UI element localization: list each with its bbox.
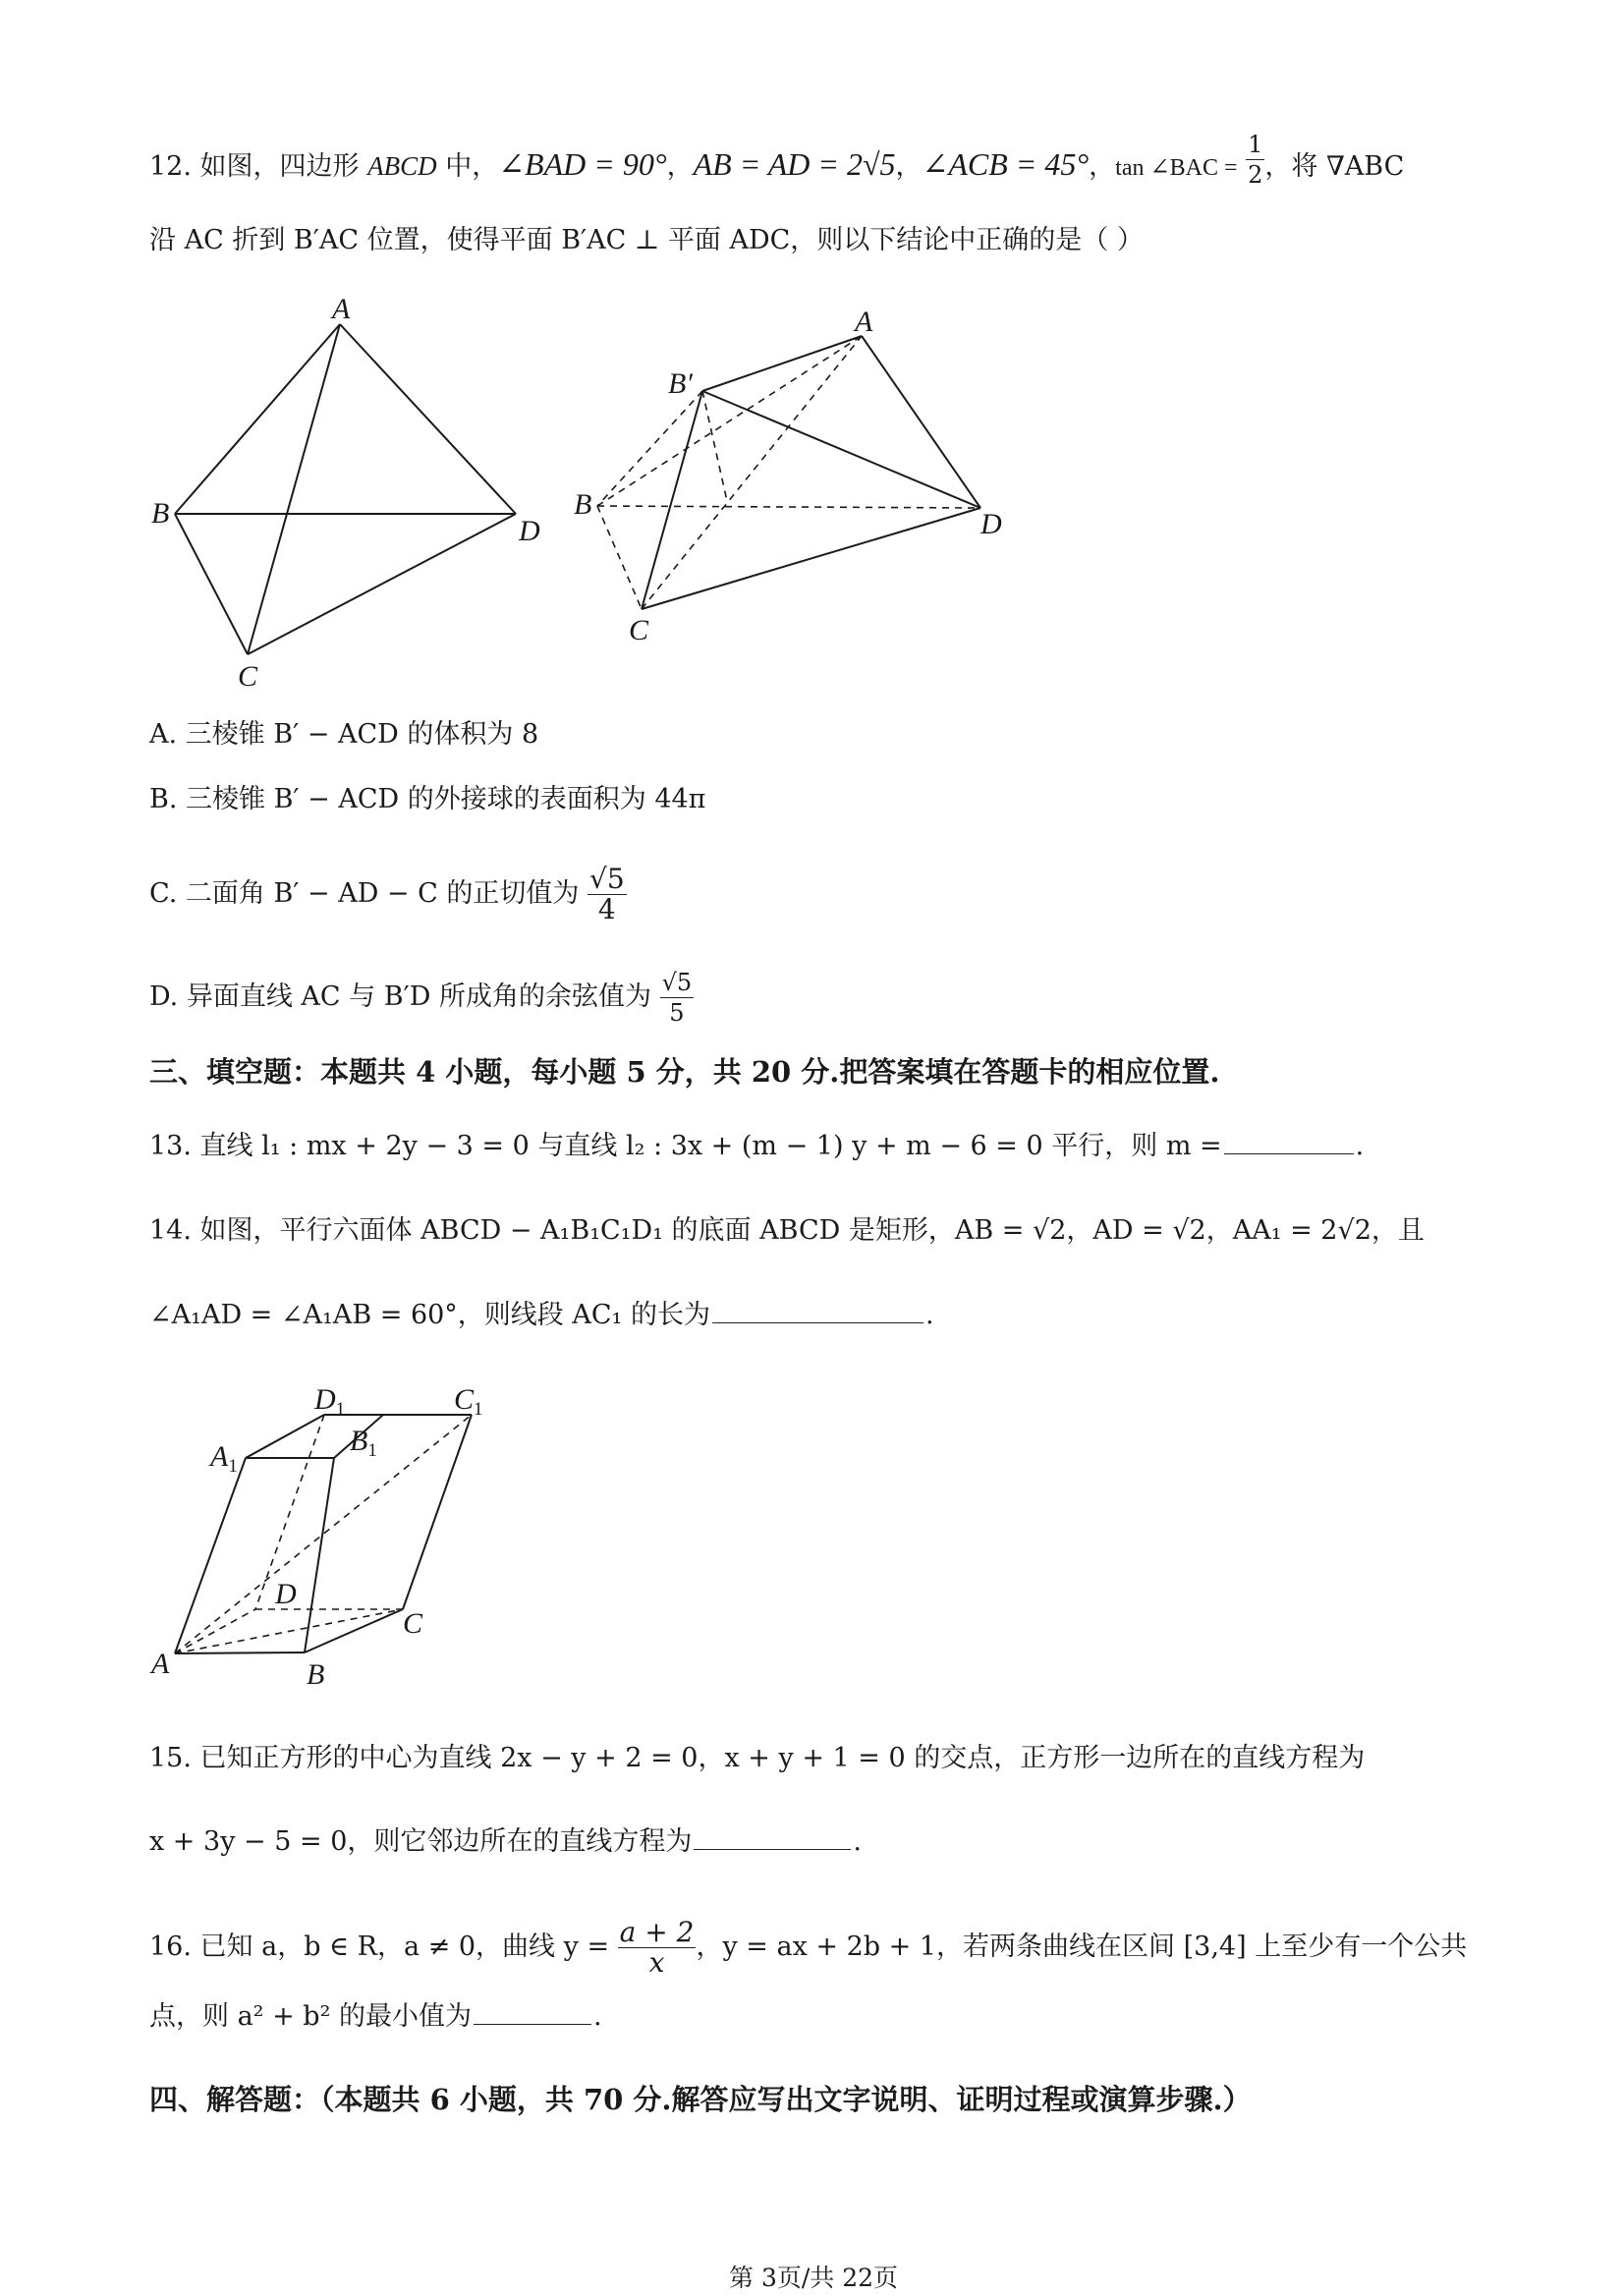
fig1-label-a: A <box>332 293 351 325</box>
q13-text: 13. 直线 l₁ : mx + 2y − 3 = 0 与直线 l₂ : 3x + (m − 1) y + m − 6 = 0 平行，则 m = <box>149 1131 1222 1161</box>
q12-option-d-text: D. 异面直线 AC 与 B′D 所成角的余弦值为 <box>149 981 651 1012</box>
fig2-label-b: B <box>574 488 592 521</box>
q16-line2-text: 点，则 a² + b² 的最小值为 <box>149 2001 472 2032</box>
q16-line2 <box>149 2000 602 2034</box>
fig1-label-b: B <box>151 497 170 530</box>
q16-end: . <box>592 2001 602 2032</box>
fig3-label-d1: $D_1$ <box>314 1383 346 1420</box>
q12-line2: 沿 AC 折到 B′AC 位置，使得平面 B′AC ⊥ 平面 ADC，则以下结论中正确的是（ ） <box>149 225 1144 255</box>
q16-pre: 16. 已知 a，b ∈ R，a ≠ 0，曲线 y = <box>149 1932 610 1962</box>
q12-option-b: B. 三棱锥 B′ − ACD 的外接球的表面积为 44π <box>149 784 706 814</box>
fig3-label-a1: $A_1$ <box>210 1440 238 1477</box>
fig3-label-b: B <box>307 1658 325 1691</box>
q12-tan-num: 1 <box>1248 131 1263 158</box>
q14-line1: 14. 如图，平行六面体 ABCD − A₁B₁C₁D₁ 的底面 ABCD 是矩形，AB = √2，AD = √2，AA₁ = 2√2，且 <box>149 1215 1425 1246</box>
q12-sep1: ， <box>666 151 694 182</box>
q12-option-d-num: √5 <box>661 969 693 996</box>
section-4-heading: 四、解答题：（本题共 6 小题，共 70 分.解答应写出文字说明、证明过程或演算步骤.） <box>149 2083 1252 2116</box>
q16-frac-den: x <box>648 1946 665 1979</box>
q12-option-c <box>149 865 627 924</box>
q12-option-d-den: 5 <box>669 999 685 1027</box>
q14-end: . <box>924 1300 934 1330</box>
q12-sep3: ， <box>1089 151 1116 182</box>
q12-tan-fraction <box>1246 130 1264 190</box>
q15-end: . <box>853 1826 862 1857</box>
fig2-label-b-prime: B′ <box>668 367 693 400</box>
q13 <box>149 1130 1364 1163</box>
q12-mid: 中， <box>436 151 499 182</box>
q13-answer-blank[interactable] <box>1224 1152 1354 1154</box>
q12-tan-label: tan ∠BAC = <box>1115 155 1238 181</box>
q14-answer-blank[interactable] <box>712 1321 923 1323</box>
q15-line2-text: x + 3y − 5 = 0，则它邻边所在的直线方程为 <box>149 1826 693 1857</box>
q16-fraction <box>618 1918 697 1978</box>
q12-option-c-text: C. 二面角 B′ − AD − C 的正切值为 <box>149 878 580 909</box>
q12-option-c-den: 4 <box>597 893 616 925</box>
q14-figure-parallelepiped <box>147 1375 521 1690</box>
fig1-label-c: C <box>238 660 258 693</box>
q12-cond2: AB = AD = 2√5 <box>693 146 896 182</box>
fig3-label-d: D <box>275 1578 297 1610</box>
q14-line2-text: ∠A₁AD = ∠A₁AB = 60°，则线段 AC₁ 的长为 <box>149 1300 710 1330</box>
q15-line2 <box>149 1825 862 1859</box>
q12-intro: 12. 如图，四边形 <box>149 151 368 182</box>
q13-end: . <box>1355 1131 1365 1161</box>
q12-figure-planar <box>147 293 560 693</box>
fig1-label-d: D <box>519 515 540 547</box>
q14-line2 <box>149 1299 934 1332</box>
fig3-label-a: A <box>151 1648 170 1680</box>
q16-line1 <box>149 1918 1467 1978</box>
q12-sep2: ， <box>895 151 923 182</box>
section-3-heading: 三、填空题：本题共 4 小题，每小题 5 分，共 20 分.把答案填在答题卡的相应位置. <box>149 1055 1220 1089</box>
fig3-label-c1: $C_1$ <box>454 1383 483 1420</box>
q15-line1: 15. 已知正方形的中心为直线 2x − y + 2 = 0，x + y + 1 = 0 的交点，正方形一边所在的直线方程为 <box>149 1743 1366 1773</box>
q16-post: ，y = ax + 2b + 1，若两条曲线在区间 [3,4] 上至少有一个公共 <box>696 1932 1468 1962</box>
q16-frac-num: a + 2 <box>619 1916 695 1948</box>
q12-figure-folded <box>570 295 1022 658</box>
q12-option-c-num: √5 <box>588 863 625 895</box>
page-footer: 第 3页/共 22页 <box>729 2264 899 2292</box>
fig2-label-c: C <box>629 614 649 646</box>
q12-option-a: A. 三棱锥 B′ − ACD 的体积为 8 <box>149 719 539 750</box>
q12-cond1: ∠BAD = 90° <box>498 146 667 182</box>
fig2-label-a: A <box>855 306 873 338</box>
fig3-label-b1: $B_1$ <box>350 1425 377 1461</box>
q16-answer-blank[interactable] <box>474 2023 591 2025</box>
q12-tan-den: 2 <box>1248 161 1263 189</box>
q12-cond3: ∠ACB = 45° <box>922 146 1090 182</box>
q12-option-c-fraction <box>588 865 627 924</box>
q15-answer-blank[interactable] <box>694 1848 851 1850</box>
q12-option-d-fraction <box>660 968 695 1028</box>
q12-line1 <box>149 131 1405 190</box>
q12-option-d <box>149 968 694 1028</box>
fig2-label-d: D <box>980 508 1002 540</box>
fig3-label-c: C <box>403 1607 423 1640</box>
q12-line1-end: ，将 ∇ABC <box>1264 151 1405 182</box>
q12-quad: ABCD <box>367 151 437 181</box>
